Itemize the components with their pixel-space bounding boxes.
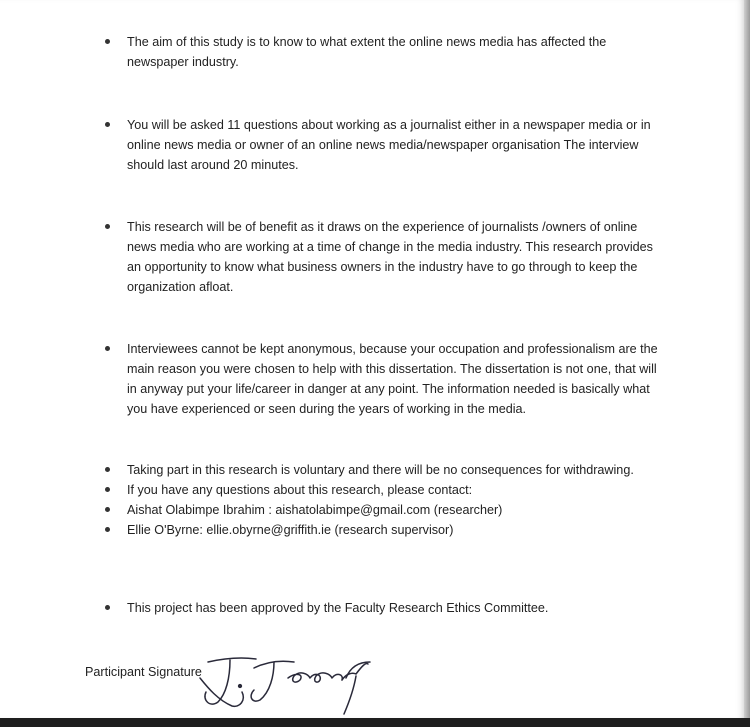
bullet-text: This research will be of benefit as it draws on the experience of journalists /owners of online news media who are working at a time of change in the media industry. This research provides an opportunity to know what business owners in the industry have to go through to keep the organization afloat.: [127, 220, 653, 294]
bullet-text: Taking part in this research is voluntary and there will be no consequences for withdrawing.: [127, 463, 634, 477]
bullet-block-approval: [105, 598, 665, 618]
list-item: [105, 520, 665, 540]
list-item: [105, 115, 665, 175]
bullet-icon: [105, 467, 110, 472]
bullet-icon: [105, 487, 110, 492]
signature-label: Participant Signature: [85, 665, 202, 679]
bullet-icon: [105, 39, 110, 44]
bullet-text: Interviewees cannot be kept anonymous, because your occupation and professionalism are the main reason you were chosen to help with this dissertation. The dissertation is not one, that will in anyway put your life/career in danger at any point. The information needed is basically what you have experienced or seen during the years of working in the media.: [127, 342, 658, 416]
bullet-icon: [105, 346, 110, 351]
bullet-block-contacts: [105, 460, 665, 540]
scan-bottom-bar: [0, 718, 750, 727]
bullet-text: Ellie O'Byrne: ellie.obyrne@griffith.ie (research supervisor): [127, 523, 454, 537]
bullet-text: You will be asked 11 questions about working as a journalist either in a newspaper media or in online news media or owner of an online news media/newspaper organisation The interview should last around 20 minutes.: [127, 118, 651, 172]
bullet-text: This project has been approved by the Faculty Research Ethics Committee.: [127, 601, 549, 615]
bullet-text: The aim of this study is to know to what extent the online news media has affected the newspaper industry.: [127, 35, 607, 69]
list-item: [105, 500, 665, 520]
bullet-block-anonymity: [105, 339, 665, 419]
bullet-block-questions: [105, 115, 665, 175]
list-item: [105, 32, 665, 72]
bullet-block-aim: [105, 32, 665, 72]
list-item: [105, 598, 665, 618]
bullet-icon: [105, 224, 110, 229]
list-item: [105, 339, 665, 419]
scan-edge: [744, 0, 750, 727]
bullet-text: Aishat Olabimpe Ibrahim : aishatolabimpe@gmail.com (researcher): [127, 503, 503, 517]
bullet-icon: [105, 122, 110, 127]
bullet-block-benefit: [105, 217, 665, 297]
bullet-icon: [105, 605, 110, 610]
bullet-icon: [105, 527, 110, 532]
list-item: [105, 480, 665, 500]
handwritten-signature: [196, 648, 386, 720]
bullet-text: If you have any questions about this research, please contact:: [127, 483, 473, 497]
list-item: [105, 217, 665, 297]
bullet-icon: [105, 507, 110, 512]
list-item: [105, 460, 665, 480]
